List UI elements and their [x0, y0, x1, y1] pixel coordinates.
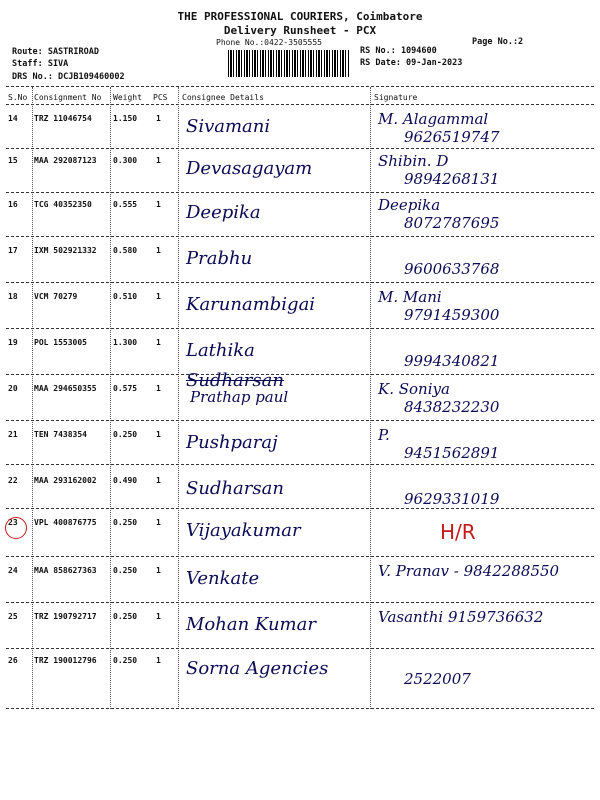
row-divider	[6, 464, 594, 465]
row-consignee-name: Venkate	[186, 568, 260, 589]
row-weight: 0.300	[113, 156, 138, 165]
row-pcs: 1	[156, 656, 161, 665]
row-consignee-name: Deepika	[186, 202, 261, 223]
row-consignment-no: MAA 293162002	[34, 476, 97, 485]
row-sno: 22	[8, 476, 18, 485]
row-consignee-name: Sudharsan	[186, 370, 284, 391]
row-consignment-no: VPL 400876775	[34, 518, 97, 527]
rs-number: RS No.: 1094600	[360, 46, 437, 56]
col-separator	[110, 87, 111, 709]
row-pcs: 1	[156, 246, 161, 255]
row-sno: 14	[8, 114, 18, 123]
row-consignee-name: Sudharsan	[186, 478, 284, 499]
row-consignee-name: Mohan Kumar	[186, 614, 316, 635]
row-weight: 0.250	[113, 518, 138, 527]
row-weight: 0.555	[113, 200, 138, 209]
row-divider	[6, 192, 594, 193]
row-signature-phone: 9629331019	[404, 490, 500, 508]
row-weight: 0.250	[113, 566, 138, 575]
row-consignee-name: Karunambigai	[186, 294, 316, 315]
row-sno: 26	[8, 656, 18, 665]
col-signature: Signature	[374, 93, 418, 102]
row-weight: 1.300	[113, 338, 138, 347]
row-consignment-no: VCM 70279	[34, 292, 78, 301]
row-pcs: 1	[156, 114, 161, 123]
row-consignment-no: POL 1553005	[34, 338, 87, 347]
row-sno: 16	[8, 200, 18, 209]
row-consignee-name-alt: Prathap paul	[190, 388, 289, 406]
row-signature-phone: 8072787695	[404, 214, 500, 232]
col-pcs: PCS	[153, 93, 168, 102]
row-pcs: 1	[156, 518, 161, 527]
row-consignment-no: MAA 292087123	[34, 156, 97, 165]
row-divider	[6, 328, 594, 329]
drs-number: DRS No.: DCJB109460002	[12, 72, 125, 82]
row-pcs: 1	[156, 156, 161, 165]
row-signature-phone: 9791459300	[404, 306, 500, 324]
col-separator	[178, 87, 179, 709]
row-signature: Deepika	[378, 196, 441, 214]
row-pcs: 1	[156, 292, 161, 301]
row-divider	[6, 282, 594, 283]
row-consignment-no: TRZ 190012796	[34, 656, 97, 665]
row-pcs: 1	[156, 384, 161, 393]
row-signature-phone: 9994340821	[404, 352, 500, 370]
row-divider	[6, 602, 594, 603]
header-divider-bottom	[6, 104, 594, 105]
row-divider	[6, 236, 594, 237]
row-consignee-name: Lathika	[186, 340, 255, 361]
row-signature: Shibin. D	[378, 152, 449, 170]
row-signature-phone: 9626519747	[404, 128, 500, 146]
row-signature-phone: 8438232230	[404, 398, 500, 416]
row-consignment-no: IXM 502921332	[34, 246, 97, 255]
row-sno: 17	[8, 246, 18, 255]
col-separator	[32, 87, 33, 709]
route-label: Route: SASTRIROAD	[12, 47, 99, 57]
row-pcs: 1	[156, 200, 161, 209]
row-consignment-no: MAA 294650355	[34, 384, 97, 393]
row-sno: 25	[8, 612, 18, 621]
col-weight: Weight	[113, 93, 142, 102]
row-signature: H/R	[440, 520, 476, 544]
barcode-image	[228, 50, 350, 77]
row-weight: 0.580	[113, 246, 138, 255]
row-signature: K. Soniya	[378, 380, 450, 398]
row-divider	[6, 148, 594, 149]
row-pcs: 1	[156, 566, 161, 575]
row-sno: 24	[8, 566, 18, 575]
row-divider	[6, 708, 594, 709]
row-weight: 0.250	[113, 430, 138, 439]
row-consignment-no: TCG 40352350	[34, 200, 92, 209]
col-consignee: Consignee Details	[182, 93, 264, 102]
row-consignment-no: TRZ 11046754	[34, 114, 92, 123]
circle-annotation	[5, 517, 27, 539]
row-sno: 20	[8, 384, 18, 393]
row-pcs: 1	[156, 612, 161, 621]
row-consignment-no: TEN 7438354	[34, 430, 87, 439]
row-consignee-name: Sorna Agencies	[186, 658, 329, 679]
row-divider	[6, 420, 594, 421]
row-signature-phone: 9894268131	[404, 170, 500, 188]
row-divider	[6, 508, 594, 509]
row-sno: 15	[8, 156, 18, 165]
row-weight: 0.250	[113, 612, 138, 621]
row-signature: M. Alagammal	[378, 110, 489, 128]
col-separator	[370, 87, 371, 709]
row-consignee-name: Vijayakumar	[186, 520, 301, 541]
document-title: Delivery Runsheet - PCX	[223, 24, 377, 37]
col-consignment: Consignment No	[34, 93, 102, 102]
row-weight: 0.250	[113, 656, 138, 665]
row-consignee-name: Prabhu	[186, 248, 253, 269]
page-number: Page No.:2	[472, 37, 524, 47]
row-signature: V. Pranav - 9842288550	[378, 562, 560, 580]
row-divider	[6, 648, 594, 649]
row-sno: 21	[8, 430, 18, 439]
row-signature-phone: 9600633768	[404, 260, 500, 278]
row-divider	[6, 374, 594, 375]
row-sno: 18	[8, 292, 18, 301]
row-consignee-name: Pushparaj	[186, 432, 278, 453]
row-consignee-name: Devasagayam	[186, 158, 313, 179]
row-consignee-name: Sivamani	[186, 116, 271, 137]
company-title: THE PROFESSIONAL COURIERS, Coimbatore	[177, 10, 423, 23]
row-sno: 23	[8, 518, 18, 527]
row-signature-phone: 2522007	[404, 670, 471, 688]
row-signature: M. Mani	[378, 288, 442, 306]
row-sno: 19	[8, 338, 18, 347]
rs-date: RS Date: 09-Jan-2023	[360, 58, 463, 68]
row-consignment-no: TRZ 190792717	[34, 612, 97, 621]
col-sno: S.No	[8, 93, 28, 102]
row-consignment-no: MAA 858627363	[34, 566, 97, 575]
row-pcs: 1	[156, 476, 161, 485]
row-weight: 1.150	[113, 114, 138, 123]
row-signature: P.	[378, 426, 390, 444]
row-weight: 0.490	[113, 476, 138, 485]
header-divider-top	[6, 86, 594, 87]
row-weight: 0.575	[113, 384, 138, 393]
row-pcs: 1	[156, 338, 161, 347]
staff-label: Staff: SIVA	[12, 59, 69, 69]
row-signature: Vasanthi 9159736632	[378, 608, 544, 626]
row-pcs: 1	[156, 430, 161, 439]
row-divider	[6, 556, 594, 557]
row-signature-phone: 9451562891	[404, 444, 500, 462]
row-weight: 0.510	[113, 292, 138, 301]
phone-number: Phone No.:0422-3505555	[216, 38, 322, 47]
